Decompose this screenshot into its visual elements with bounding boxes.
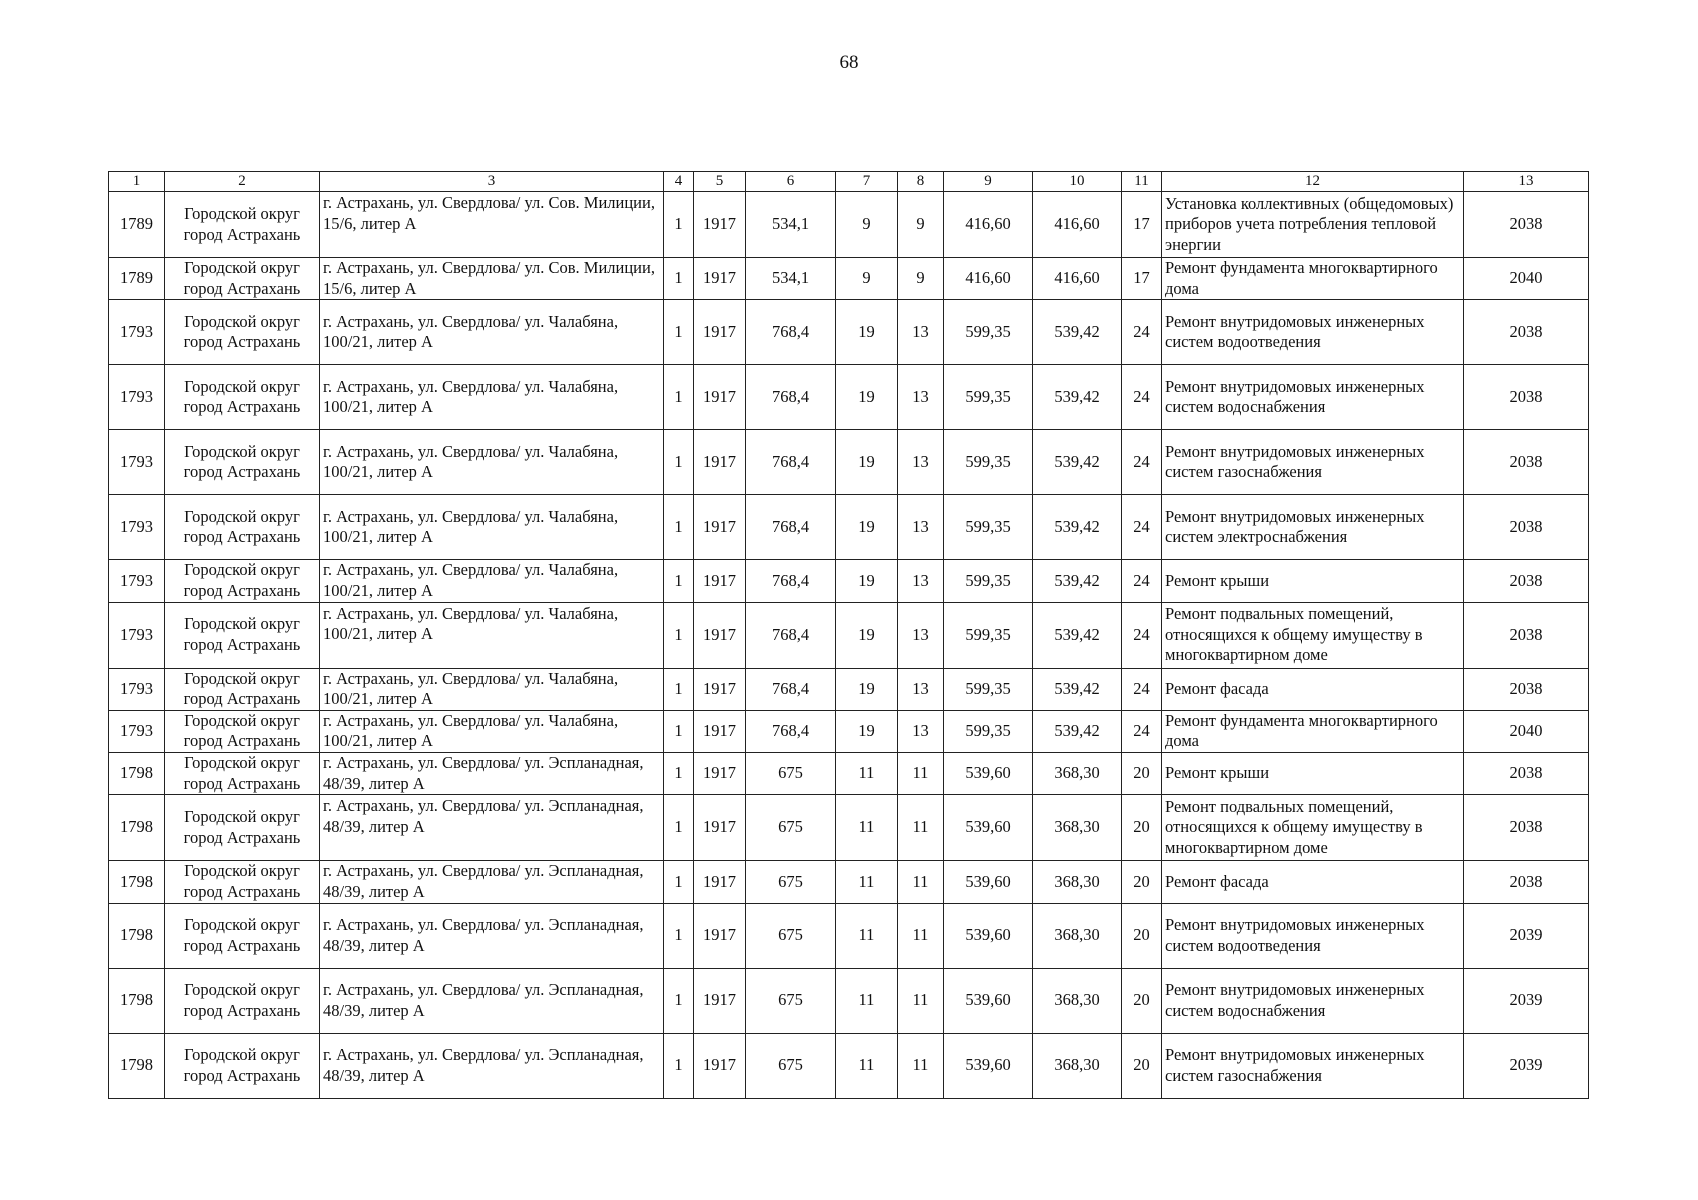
cell-record-number: 1793 [109, 300, 165, 365]
column-header: 4 [664, 172, 694, 192]
cell-plan-year: 2038 [1464, 795, 1589, 861]
cell-col10: 539,42 [1033, 300, 1122, 365]
cell-work-type: Ремонт фундамента многоквартирного дома [1162, 258, 1464, 300]
cell-col7: 11 [836, 795, 898, 861]
cell-col8: 11 [898, 1033, 944, 1098]
column-header: 11 [1122, 172, 1162, 192]
cell-municipality: Городской округ город Астрахань [165, 560, 320, 602]
table-row [109, 430, 1589, 495]
cell-col8: 11 [898, 861, 944, 903]
repair-program-table [108, 171, 1589, 1099]
cell-col10: 368,30 [1033, 1033, 1122, 1098]
cell-work-type: Ремонт крыши [1162, 753, 1464, 795]
cell-col8: 11 [898, 753, 944, 795]
table-row [109, 300, 1589, 365]
cell-col10: 368,30 [1033, 795, 1122, 861]
cell-col6: 768,4 [746, 668, 836, 710]
cell-work-type: Ремонт фасада [1162, 861, 1464, 903]
cell-record-number: 1793 [109, 668, 165, 710]
cell-col9: 416,60 [944, 192, 1033, 258]
table-row [109, 753, 1589, 795]
cell-plan-year: 2038 [1464, 430, 1589, 495]
cell-col9: 539,60 [944, 795, 1033, 861]
cell-address: г. Астрахань, ул. Свердлова/ ул. Сов. Милиции, 15/6, литер А [320, 258, 664, 300]
cell-col6: 675 [746, 968, 836, 1033]
column-number-row [109, 172, 1589, 192]
cell-record-number: 1793 [109, 602, 165, 668]
cell-plan-year: 2038 [1464, 495, 1589, 560]
cell-year: 1917 [694, 795, 746, 861]
cell-col9: 539,60 [944, 1033, 1033, 1098]
cell-address: г. Астрахань, ул. Свердлова/ ул. Чалабяна, 100/21, литер А [320, 495, 664, 560]
cell-col9: 416,60 [944, 258, 1033, 300]
cell-col4: 1 [664, 668, 694, 710]
cell-col8: 11 [898, 968, 944, 1033]
cell-plan-year: 2039 [1464, 903, 1589, 968]
cell-year: 1917 [694, 710, 746, 752]
column-header: 8 [898, 172, 944, 192]
cell-address: г. Астрахань, ул. Свердлова/ ул. Эспланадная, 48/39, литер А [320, 795, 664, 861]
cell-work-type: Ремонт внутридомовых инженерных систем газоснабжения [1162, 1033, 1464, 1098]
cell-plan-year: 2040 [1464, 710, 1589, 752]
cell-municipality: Городской округ город Астрахань [165, 668, 320, 710]
cell-col9: 539,60 [944, 861, 1033, 903]
cell-col10: 539,42 [1033, 710, 1122, 752]
cell-year: 1917 [694, 365, 746, 430]
cell-col6: 675 [746, 795, 836, 861]
cell-work-type: Ремонт внутридомовых инженерных систем водоотведения [1162, 300, 1464, 365]
cell-year: 1917 [694, 192, 746, 258]
cell-col4: 1 [664, 258, 694, 300]
table-row [109, 795, 1589, 861]
cell-municipality: Городской округ город Астрахань [165, 430, 320, 495]
cell-work-type: Установка коллективных (общедомовых) приборов учета потребления тепловой энергии [1162, 192, 1464, 258]
cell-col8: 9 [898, 258, 944, 300]
cell-col11: 20 [1122, 903, 1162, 968]
cell-col6: 675 [746, 903, 836, 968]
cell-municipality: Городской округ город Астрахань [165, 1033, 320, 1098]
table-row [109, 495, 1589, 560]
cell-col10: 416,60 [1033, 192, 1122, 258]
cell-col7: 19 [836, 710, 898, 752]
cell-address: г. Астрахань, ул. Свердлова/ ул. Чалабяна, 100/21, литер А [320, 668, 664, 710]
cell-col6: 768,4 [746, 365, 836, 430]
cell-col8: 13 [898, 365, 944, 430]
cell-col11: 24 [1122, 668, 1162, 710]
cell-col9: 599,35 [944, 710, 1033, 752]
cell-year: 1917 [694, 602, 746, 668]
cell-col7: 11 [836, 861, 898, 903]
cell-year: 1917 [694, 560, 746, 602]
cell-col6: 768,4 [746, 300, 836, 365]
cell-record-number: 1798 [109, 968, 165, 1033]
cell-address: г. Астрахань, ул. Свердлова/ ул. Эспланадная, 48/39, литер А [320, 861, 664, 903]
cell-year: 1917 [694, 903, 746, 968]
cell-year: 1917 [694, 753, 746, 795]
cell-col4: 1 [664, 430, 694, 495]
cell-municipality: Городской округ город Астрахань [165, 968, 320, 1033]
cell-col4: 1 [664, 710, 694, 752]
cell-col10: 539,42 [1033, 668, 1122, 710]
cell-col8: 13 [898, 430, 944, 495]
table-row [109, 1033, 1589, 1098]
cell-plan-year: 2038 [1464, 753, 1589, 795]
cell-col7: 19 [836, 668, 898, 710]
cell-col11: 24 [1122, 710, 1162, 752]
cell-address: г. Астрахань, ул. Свердлова/ ул. Эспланадная, 48/39, литер А [320, 968, 664, 1033]
cell-col11: 24 [1122, 560, 1162, 602]
cell-plan-year: 2038 [1464, 668, 1589, 710]
cell-col7: 19 [836, 602, 898, 668]
table-row [109, 861, 1589, 903]
cell-address: г. Астрахань, ул. Свердлова/ ул. Эспланадная, 48/39, литер А [320, 1033, 664, 1098]
column-header: 9 [944, 172, 1033, 192]
cell-col11: 24 [1122, 365, 1162, 430]
cell-col9: 599,35 [944, 602, 1033, 668]
table-row [109, 710, 1589, 752]
cell-year: 1917 [694, 430, 746, 495]
cell-plan-year: 2039 [1464, 1033, 1589, 1098]
cell-col6: 768,4 [746, 710, 836, 752]
cell-address: г. Астрахань, ул. Свердлова/ ул. Эспланадная, 48/39, литер А [320, 753, 664, 795]
cell-address: г. Астрахань, ул. Свердлова/ ул. Чалабяна, 100/21, литер А [320, 710, 664, 752]
cell-col9: 599,35 [944, 560, 1033, 602]
cell-municipality: Городской округ город Астрахань [165, 602, 320, 668]
cell-col10: 539,42 [1033, 602, 1122, 668]
cell-year: 1917 [694, 861, 746, 903]
cell-col7: 11 [836, 1033, 898, 1098]
cell-col10: 539,42 [1033, 365, 1122, 430]
cell-col9: 599,35 [944, 495, 1033, 560]
column-header: 2 [165, 172, 320, 192]
cell-col6: 675 [746, 861, 836, 903]
cell-municipality: Городской округ город Астрахань [165, 903, 320, 968]
cell-col4: 1 [664, 795, 694, 861]
cell-col11: 17 [1122, 192, 1162, 258]
cell-record-number: 1798 [109, 1033, 165, 1098]
cell-col8: 11 [898, 795, 944, 861]
cell-col11: 20 [1122, 795, 1162, 861]
cell-work-type: Ремонт внутридомовых инженерных систем электроснабжения [1162, 495, 1464, 560]
cell-col10: 539,42 [1033, 430, 1122, 495]
cell-work-type: Ремонт крыши [1162, 560, 1464, 602]
cell-col6: 534,1 [746, 258, 836, 300]
cell-municipality: Городской округ город Астрахань [165, 258, 320, 300]
cell-plan-year: 2038 [1464, 192, 1589, 258]
table-row [109, 365, 1589, 430]
cell-col7: 19 [836, 300, 898, 365]
cell-address: г. Астрахань, ул. Свердлова/ ул. Чалабяна, 100/21, литер А [320, 300, 664, 365]
cell-col7: 19 [836, 560, 898, 602]
cell-col10: 368,30 [1033, 968, 1122, 1033]
cell-year: 1917 [694, 258, 746, 300]
cell-col7: 11 [836, 903, 898, 968]
column-header: 1 [109, 172, 165, 192]
cell-col10: 539,42 [1033, 495, 1122, 560]
cell-col8: 9 [898, 192, 944, 258]
cell-col11: 24 [1122, 430, 1162, 495]
cell-municipality: Городской округ город Астрахань [165, 710, 320, 752]
cell-col8: 13 [898, 560, 944, 602]
cell-year: 1917 [694, 968, 746, 1033]
cell-col9: 599,35 [944, 365, 1033, 430]
cell-col11: 24 [1122, 495, 1162, 560]
cell-record-number: 1793 [109, 710, 165, 752]
cell-record-number: 1793 [109, 365, 165, 430]
cell-col4: 1 [664, 753, 694, 795]
cell-work-type: Ремонт внутридомовых инженерных систем водоотведения [1162, 903, 1464, 968]
table-row [109, 602, 1589, 668]
cell-address: г. Астрахань, ул. Свердлова/ ул. Чалабяна, 100/21, литер А [320, 430, 664, 495]
table-row [109, 560, 1589, 602]
cell-address: г. Астрахань, ул. Свердлова/ ул. Эспланадная, 48/39, литер А [320, 903, 664, 968]
cell-plan-year: 2038 [1464, 602, 1589, 668]
cell-col7: 9 [836, 258, 898, 300]
cell-col7: 9 [836, 192, 898, 258]
table-row [109, 668, 1589, 710]
cell-col11: 24 [1122, 300, 1162, 365]
column-header: 3 [320, 172, 664, 192]
column-header: 5 [694, 172, 746, 192]
column-header: 10 [1033, 172, 1122, 192]
cell-municipality: Городской округ город Астрахань [165, 495, 320, 560]
cell-record-number: 1798 [109, 753, 165, 795]
table-row [109, 968, 1589, 1033]
cell-municipality: Городской округ город Астрахань [165, 365, 320, 430]
cell-work-type: Ремонт фундамента многоквартирного дома [1162, 710, 1464, 752]
cell-col11: 20 [1122, 1033, 1162, 1098]
cell-plan-year: 2039 [1464, 968, 1589, 1033]
cell-work-type: Ремонт подвальных помещений, относящихся к общему имуществу в многоквартирном доме [1162, 602, 1464, 668]
cell-col11: 20 [1122, 861, 1162, 903]
cell-record-number: 1798 [109, 903, 165, 968]
cell-year: 1917 [694, 1033, 746, 1098]
cell-record-number: 1798 [109, 861, 165, 903]
cell-col9: 539,60 [944, 903, 1033, 968]
cell-col4: 1 [664, 1033, 694, 1098]
cell-col10: 416,60 [1033, 258, 1122, 300]
cell-work-type: Ремонт внутридомовых инженерных систем водоснабжения [1162, 968, 1464, 1033]
cell-plan-year: 2038 [1464, 300, 1589, 365]
cell-record-number: 1789 [109, 258, 165, 300]
cell-plan-year: 2038 [1464, 365, 1589, 430]
cell-address: г. Астрахань, ул. Свердлова/ ул. Сов. Милиции, 15/6, литер А [320, 192, 664, 258]
table-row [109, 903, 1589, 968]
cell-work-type: Ремонт подвальных помещений, относящихся к общему имуществу в многоквартирном доме [1162, 795, 1464, 861]
cell-work-type: Ремонт внутридомовых инженерных систем водоснабжения [1162, 365, 1464, 430]
cell-municipality: Городской округ город Астрахань [165, 795, 320, 861]
cell-col9: 599,35 [944, 300, 1033, 365]
cell-col8: 13 [898, 668, 944, 710]
cell-col8: 11 [898, 903, 944, 968]
cell-municipality: Городской округ город Астрахань [165, 192, 320, 258]
cell-record-number: 1793 [109, 430, 165, 495]
cell-col9: 539,60 [944, 968, 1033, 1033]
cell-municipality: Городской округ город Астрахань [165, 861, 320, 903]
cell-record-number: 1789 [109, 192, 165, 258]
cell-col4: 1 [664, 903, 694, 968]
cell-col7: 19 [836, 365, 898, 430]
cell-col6: 768,4 [746, 495, 836, 560]
cell-address: г. Астрахань, ул. Свердлова/ ул. Чалабяна, 100/21, литер А [320, 560, 664, 602]
cell-col7: 11 [836, 968, 898, 1033]
cell-col4: 1 [664, 560, 694, 602]
cell-col11: 20 [1122, 968, 1162, 1033]
column-header: 7 [836, 172, 898, 192]
cell-col7: 19 [836, 495, 898, 560]
cell-col6: 768,4 [746, 602, 836, 668]
cell-address: г. Астрахань, ул. Свердлова/ ул. Чалабяна, 100/21, литер А [320, 365, 664, 430]
cell-col8: 13 [898, 602, 944, 668]
cell-plan-year: 2038 [1464, 560, 1589, 602]
table-row [109, 258, 1589, 300]
cell-col9: 539,60 [944, 753, 1033, 795]
cell-year: 1917 [694, 300, 746, 365]
cell-col6: 534,1 [746, 192, 836, 258]
column-header: 13 [1464, 172, 1589, 192]
cell-col4: 1 [664, 300, 694, 365]
cell-col11: 24 [1122, 602, 1162, 668]
cell-plan-year: 2038 [1464, 861, 1589, 903]
cell-col4: 1 [664, 602, 694, 668]
cell-col10: 368,30 [1033, 903, 1122, 968]
column-header: 12 [1162, 172, 1464, 192]
cell-col4: 1 [664, 365, 694, 430]
table-row [109, 192, 1589, 258]
cell-col9: 599,35 [944, 668, 1033, 710]
cell-col10: 368,30 [1033, 861, 1122, 903]
cell-col6: 675 [746, 753, 836, 795]
cell-work-type: Ремонт внутридомовых инженерных систем газоснабжения [1162, 430, 1464, 495]
cell-col8: 13 [898, 710, 944, 752]
cell-col10: 368,30 [1033, 753, 1122, 795]
cell-record-number: 1793 [109, 560, 165, 602]
cell-col4: 1 [664, 968, 694, 1033]
cell-record-number: 1798 [109, 795, 165, 861]
cell-col11: 17 [1122, 258, 1162, 300]
cell-col9: 599,35 [944, 430, 1033, 495]
cell-municipality: Городской округ город Астрахань [165, 753, 320, 795]
cell-col4: 1 [664, 861, 694, 903]
cell-record-number: 1793 [109, 495, 165, 560]
cell-col11: 20 [1122, 753, 1162, 795]
cell-col7: 11 [836, 753, 898, 795]
cell-col4: 1 [664, 495, 694, 560]
cell-col8: 13 [898, 300, 944, 365]
cell-col6: 768,4 [746, 560, 836, 602]
cell-municipality: Городской округ город Астрахань [165, 300, 320, 365]
column-header: 6 [746, 172, 836, 192]
cell-col6: 768,4 [746, 430, 836, 495]
cell-plan-year: 2040 [1464, 258, 1589, 300]
cell-col6: 675 [746, 1033, 836, 1098]
cell-year: 1917 [694, 668, 746, 710]
cell-col8: 13 [898, 495, 944, 560]
page-number: 68 [839, 52, 859, 73]
cell-year: 1917 [694, 495, 746, 560]
cell-address: г. Астрахань, ул. Свердлова/ ул. Чалабяна, 100/21, литер А [320, 602, 664, 668]
cell-work-type: Ремонт фасада [1162, 668, 1464, 710]
cell-col7: 19 [836, 430, 898, 495]
cell-col4: 1 [664, 192, 694, 258]
cell-col10: 539,42 [1033, 560, 1122, 602]
